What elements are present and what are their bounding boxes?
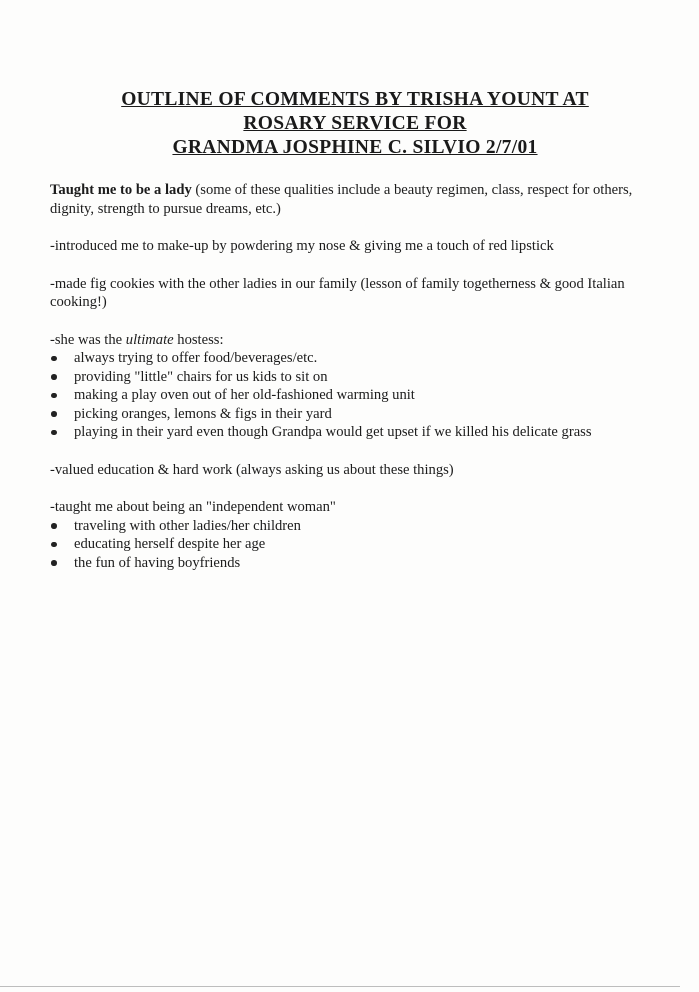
document-body xyxy=(50,181,635,572)
scan-edge-divider xyxy=(0,986,680,987)
list-item-text: the fun of having boyfriends xyxy=(74,554,241,571)
bullet-icon xyxy=(51,542,57,548)
list-item-text: educating herself despite her age xyxy=(74,536,266,552)
list-item xyxy=(50,386,635,405)
paragraph-independent: -taught me about being an "independent woman" xyxy=(50,499,336,515)
bullet-icon xyxy=(51,393,57,399)
document-title xyxy=(60,88,650,160)
list-item xyxy=(50,349,635,368)
paragraph-hostess xyxy=(50,331,635,350)
list-item xyxy=(50,535,635,554)
bullet-icon xyxy=(51,430,57,436)
paragraph-lady xyxy=(50,181,635,218)
list-item-text: always trying to offer food/beverages/etc. xyxy=(74,350,318,366)
paragraph-education: -valued education & hard work (always asking us about these things) xyxy=(50,461,454,478)
list-item-text: picking oranges, lemons & figs in their yard xyxy=(74,405,332,422)
hostess-bullet-list xyxy=(50,349,635,442)
list-item xyxy=(50,405,635,424)
bullet-icon xyxy=(51,356,57,362)
bullet-icon xyxy=(51,411,57,417)
list-item xyxy=(50,554,635,573)
list-item xyxy=(50,423,635,442)
list-item xyxy=(50,517,635,536)
hostess-text-after: hostess: xyxy=(173,331,224,348)
title-line-1: OUTLINE OF COMMENTS BY TRISHA YOUNT AT xyxy=(121,89,589,110)
bullet-icon xyxy=(51,523,57,529)
paragraph-makeup: -introduced me to make-up by powdering my nose & giving me a touch of red lipstick xyxy=(50,238,554,254)
independent-bullet-list xyxy=(50,517,635,573)
list-item-text: making a play oven out of her old-fashioned warming unit xyxy=(74,387,415,403)
hostess-text-before: -she was the xyxy=(50,331,126,348)
title-line-3: GRANDMA JOSPHINE C. SILVIO 2/7/01 xyxy=(172,137,538,158)
title-line-2: ROSARY SERVICE FOR xyxy=(243,113,467,134)
bullet-icon xyxy=(51,374,57,380)
hostess-text-italic: ultimate xyxy=(125,331,174,348)
list-item xyxy=(50,368,635,387)
paragraph-fig-cookies: -made fig cookies with the other ladies in our family (lesson of family togetherness & good Italian cooking!) xyxy=(50,275,625,310)
paragraph-lady-text: (some of these qualities include a beauty regimen, class, respect for others, dignity, strength to pursue dreams, etc.) xyxy=(50,182,633,217)
list-item-text: traveling with other ladies/her children xyxy=(74,517,301,534)
list-item-text: playing in their yard even though Grandpa would get upset if we killed his delicate grass xyxy=(74,424,592,440)
list-item-text: providing "little" chairs for us kids to sit on xyxy=(74,368,328,385)
bullet-icon xyxy=(51,560,57,566)
paragraph-lady-heading: Taught me to be a lady xyxy=(50,182,192,198)
